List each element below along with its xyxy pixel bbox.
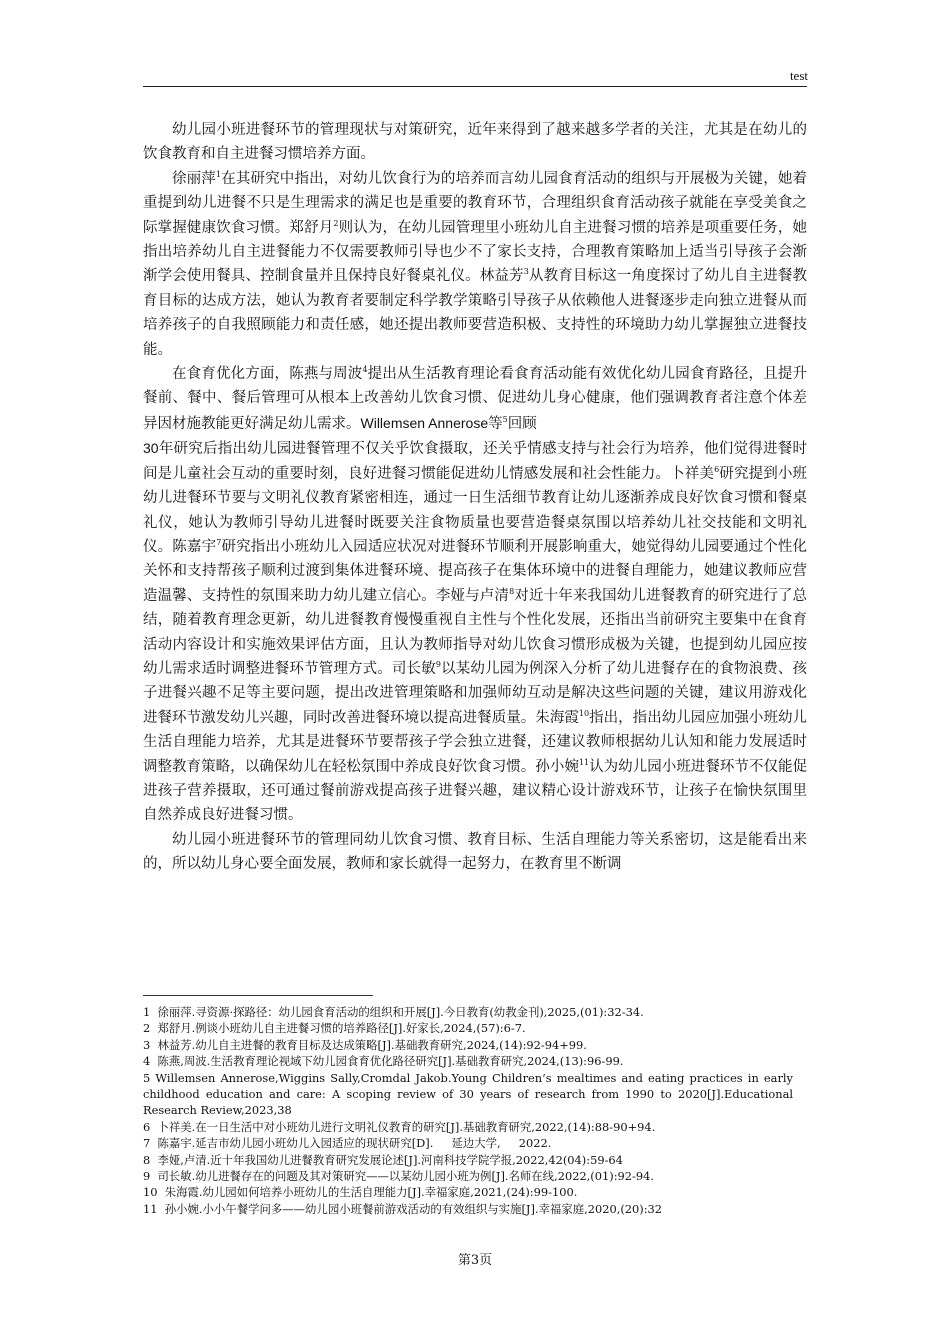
footnote-ref[interactable]: 3 [523,267,529,277]
text-segment: 在食育优化方面，陈燕与周波 [172,366,363,383]
footnote-ref[interactable]: 4 [362,365,368,375]
text-segment: 研究指出小班幼儿入园适应状况对进餐环节顺利开展影响重大，她觉得幼儿园要通过个性化关怀和支持帮孩子顺利过渡到集体进餐环境、提高孩子在集体环境中的进餐自理能力，她建议教师应营造温馨、支持性的氛围来助力幼儿建立信心。李娅与卢清 [143,538,808,604]
footnotes-list [143,1004,797,1217]
footnote-ref[interactable]: 5 [502,414,508,424]
text-segment: 认为幼儿园小班进餐环节不仅能促进孩子营养摄取，还可通过餐前游戏提高孩子进餐兴趣，建议精心设计游戏环节，让孩子在愉快氛围里自然养成良好进餐习惯。 [143,758,807,824]
text-segment: 在其研究中指出，对幼儿饮食行为的培养而言幼儿园食育活动的组织与开展极为关键，她着重提到幼儿进餐不只是生理需求的满足也是重要的教育环节，合理组织食育活动孩子就能在享受美食之际掌握健康饮食习惯。郑舒月 [143,170,808,236]
footnote-item: 2 郑舒月.例谈小班幼儿自主进餐习惯的培养路径[J].好家长,2024,(57):6-7. [143,1021,526,1036]
footnote-item: 1 徐丽萍.寻资源·探路径：幼儿园食育活动的组织和开展[J].今日教育(幼教金刊),2025,(01):32-34. [143,1005,644,1019]
text-segment: 以某幼儿园为例深入分析了幼儿进餐存在的食物浪费、孩子进餐兴趣不足等主要问题，提出改进管理策略和加强师幼互动是解决这些问题的关键，建议用游戏化进餐环节激发幼儿兴趣，同时改善进餐环境以提高进餐质量。朱海霞 [143,660,808,726]
footnote-ref[interactable]: 11 [578,757,590,767]
footnote-ref[interactable]: 6 [714,464,720,474]
page-header-text: test [789,68,808,83]
footnote-item: 10 朱海霞.幼儿园如何培养小班幼儿的生活自理能力[J].幸福家庭,2021,(24):99-100. [143,1185,578,1200]
year-count: 30 [143,440,159,457]
footnote-ref[interactable]: 2 [333,218,339,228]
text-segment: 回顾 [507,415,537,432]
text-segment: 对近十年来我国幼儿进餐教育的研究进行了总结，随着教育理念更新，幼儿进餐教育慢慢重视自主性与个性化发展，还指出当前研究主要集中在食育活动内容设计和实施效果评估方面，且认为教师指导对幼儿饮食习惯形成极为关键，也提到幼儿园应按幼儿需求适时调整进餐环节管理方式。司长敏 [143,587,808,677]
footnote-item: 5 Willemsen Annerose,Wiggins Sally,Cromdal Jakob.Young Children’s mealtimes and eating practices in early childhood education and care: A scoping review of 30 years of research from 1990 to 2020[J].Educational Research Review,2023,38 [143,1070,797,1118]
header-divider [143,86,807,87]
page-number: 第3页 [457,1253,493,1268]
footnote-item: 4 陈燕,周波.生活教育理论视域下幼儿园食育优化路径研究[J].基础教育研究,2024,(13):96-99. [143,1054,624,1069]
footnote-separator [143,995,373,996]
footnote-ref[interactable]: 10 [578,708,590,718]
paragraph-literature-2 [143,362,807,828]
footnote-item: 3 林益芳.幼儿自主进餐的教育目标及达成策略[J].基础教育研究,2024,(14):92-94+99. [143,1037,587,1052]
footnote-item: 9 司长敏.幼儿进餐存在的问题及其对策研究——以某幼儿园小班为例[J].名师在线,2022,(01):92-94. [143,1169,654,1184]
footnote-ref[interactable]: 9 [435,659,441,669]
author-name-latin: Willemsen Annerose [360,414,489,431]
footnote-item: 6 卜祥美.在一日生活中对小班幼儿进行文明礼仪教育的研究[J].基础教育研究,2022,(14):88-90+94. [143,1119,656,1134]
footnote-item: 8 李娅,卢清.近十年我国幼儿进餐教育研究发展论述[J].河南科技学院学报,2022,42(04):59-64 [143,1152,623,1167]
text-segment: 徐丽萍 [172,170,216,187]
footnote-ref[interactable]: 7 [216,537,222,547]
text-segment: 指出，指出幼儿园应加强小班幼儿生活自理能力培养，尤其是进餐环节要帮孩子学会独立进餐，还建议教师根据幼儿认知和能力发展适时调整教育策略，以确保幼儿在轻松氛围中养成良好饮食习惯。孙小婉 [143,709,807,775]
text-segment: 等 [488,415,503,432]
text-segment: 提出从生活教育理论看食育活动能有效优化幼儿园食育路径，且提升餐前、餐中、餐后管理可从根本上改善幼儿饮食习惯、促进幼儿身心健康，他们强调教育者注意个体差异因材施教能更好满足幼儿需求。 [143,366,807,432]
footnote-ref[interactable]: 1 [215,169,222,179]
paragraph-literature-1 [143,167,807,362]
paragraph-conclusion: 幼儿园小班进餐环节的管理同幼儿饮食习惯、教育目标、生活自理能力等关系密切，这是能看出来的，所以幼儿身心要全面发展，教师和家长就得一起努力，在教育里不断调 [143,831,807,873]
text-segment: 研究提到小班幼儿进餐环节要与文明礼仪教育紧密相连，通过一日生活细节教育让幼儿逐渐养成良好饮食习惯和餐桌礼仪，她认为教师引导幼儿进餐时既要关注食物质量也要营造餐桌氛围以培养幼儿社交技能和文明礼仪。陈嘉宇 [143,465,808,555]
footnote-item: 11 孙小婉.小小午餐学问多——幼儿园小班餐前游戏活动的有效组织与实施[J].幸福家庭,2020,(20):32 [143,1201,663,1216]
text-segment: 年研究后指出幼儿园进餐管理不仅关乎饮食摄取，还关乎情感支持与社会行为培养，他们觉得进餐时间是儿童社会互动的重要时刻，良好进餐习惯能促进幼儿情感发展和社会性能力。卜祥美 [143,441,807,482]
paragraph-intro: 幼儿园小班进餐环节的管理现状与对策研究，近年来得到了越来越多学者的关注，尤其是在幼儿的饮食教育和自主进餐习惯培养方面。 [143,122,807,163]
footnote-ref[interactable]: 8 [509,586,515,596]
text-segment: 则认为，在幼儿园管理里小班幼儿自主进餐习惯的培养是项重要任务，她指出培养幼儿自主进餐能力不仅需要教师引导也少不了家长支持，合理教育策略加上适当引导孩子会渐渐学会使用餐具、控制食量并且保持良好餐桌礼仪。林益芳 [143,219,808,285]
text-segment: 从教育目标这一角度探讨了幼儿自主进餐教育目标的达成方法，她认为教育者要制定科学教学策略引导孩子从依赖他人进餐逐步走向独立进餐从而培养孩子的自我照顾能力和责任感，她还提出教师要营造积极、支持性的环境助力幼儿掌握独立进餐技能。 [143,268,808,358]
footnote-item: 7 陈嘉宇.延吉市幼儿园小班幼儿入园适应的现状研究[D]. 延边大学, 2022. [143,1136,552,1151]
main-body [143,118,807,877]
